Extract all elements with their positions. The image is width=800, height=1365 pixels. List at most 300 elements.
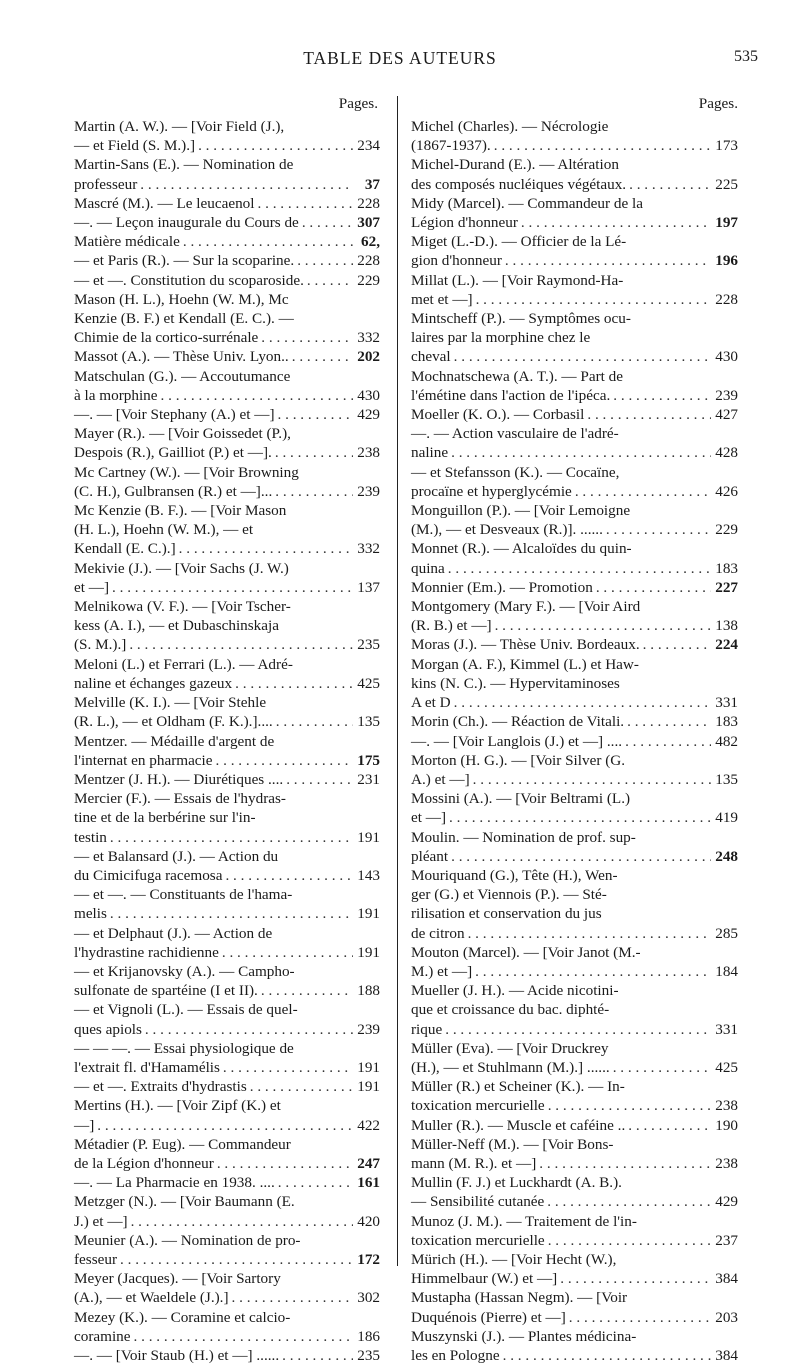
entry-line (74, 1039, 380, 1058)
entry-line (74, 693, 380, 712)
entry-line (411, 1269, 738, 1288)
entry-text: met et —] (411, 290, 473, 308)
entry-line (411, 213, 738, 232)
index-entry (411, 1077, 738, 1115)
entry-line (74, 367, 380, 386)
index-entry (74, 1077, 380, 1096)
leader-dots (505, 251, 711, 270)
entry-line (411, 597, 738, 616)
index-entry (74, 194, 380, 213)
page-ref: 183 (715, 559, 738, 577)
leader-dots (451, 443, 711, 462)
index-entry (74, 559, 380, 597)
entry-line (74, 559, 380, 578)
leader-dots (560, 1269, 711, 1288)
leader-dots (643, 635, 711, 654)
entry-line (74, 828, 380, 847)
entry-text: Muller (R.). — Muscle et caféine .. (411, 1116, 626, 1134)
leader-dots (261, 981, 353, 1000)
page-ref: 239 (357, 482, 380, 500)
leader-dots (275, 482, 353, 501)
leader-dots (222, 943, 353, 962)
entry-text: (C. H.), Gulbransen (R.) et —]... (74, 482, 273, 500)
entry-line (411, 616, 738, 635)
entry-line (411, 1327, 738, 1346)
page-ref: 184 (715, 962, 738, 980)
entry-text: Mouton (Marcel). — [Voir Janot (M.- (411, 943, 641, 961)
entry-line (411, 1192, 738, 1211)
index-entry (74, 290, 380, 348)
leader-dots (575, 482, 711, 501)
page-ref: 425 (715, 1058, 738, 1076)
entry-text: ques apiols (74, 1020, 142, 1038)
entry-text: Millat (L.). — [Voir Raymond-Ha- (411, 271, 624, 289)
index-entry (411, 1173, 738, 1211)
entry-line (411, 578, 738, 597)
entry-line (411, 904, 738, 923)
entry-text: Meunier (A.). — Nomination de pro- (74, 1231, 301, 1249)
entry-line (74, 578, 380, 597)
pages-label-right: Pages. (698, 95, 738, 112)
entry-text: — et Paris (R.). — Sur la scoparine. (74, 252, 295, 270)
entry-line (411, 1077, 738, 1096)
index-entry (74, 1039, 380, 1077)
entry-text: Meloni (L.) et Ferrari (L.). — Adré- (74, 655, 293, 673)
entry-text: — et Balansard (J.). — Action du (74, 847, 279, 865)
entry-line (74, 1116, 380, 1135)
entry-text: Monguillon (P.). — [Voir Lemoigne (411, 502, 631, 520)
page-number: 535 (734, 48, 758, 65)
page-ref: 227 (715, 578, 738, 596)
entry-text: —. — [Voir Staub (H.) et —] ...... (74, 1347, 280, 1364)
index-entry (411, 501, 738, 539)
page-ref: 225 (715, 175, 738, 193)
index-entry (411, 1039, 738, 1077)
entry-text: l'extrait fl. d'Hamamélis (74, 1058, 220, 1076)
index-entry (411, 1288, 738, 1326)
entry-text: Légion d'honneur (411, 214, 518, 232)
entry-line (411, 1116, 738, 1135)
entry-line (411, 1096, 738, 1115)
entry-text: Martin-Sans (E.). — Nomination de (74, 156, 294, 174)
entry-text: Massot (A.). — Thèse Univ. Lyon.. (74, 348, 289, 366)
page-ref: 482 (715, 732, 738, 750)
entry-text: — et Stefansson (K.). — Cocaïne, (411, 463, 620, 481)
entry-text: tine et de la berbérine sur l'in- (74, 809, 256, 827)
entry-line (74, 1077, 380, 1096)
leader-dots (596, 578, 711, 597)
entry-line (411, 981, 738, 1000)
page-ref: 331 (715, 1020, 738, 1038)
index-entry (74, 347, 380, 366)
entry-line (74, 904, 380, 923)
entry-line (411, 482, 738, 501)
entry-line (74, 405, 380, 424)
entry-text: —] (74, 1116, 95, 1134)
leader-dots (454, 693, 711, 712)
right-entry-list (411, 117, 738, 1365)
index-entry (74, 463, 380, 501)
entry-line (74, 943, 380, 962)
entry-line (411, 175, 738, 194)
leader-dots (297, 251, 353, 270)
index-entry (411, 463, 738, 501)
page-ref: 425 (357, 674, 380, 692)
page-ref: 191 (357, 905, 380, 923)
entry-text: —. — La Pharmacie en 1938. .... (74, 1174, 275, 1192)
entry-text: à la morphine (74, 386, 158, 404)
entry-text: A et D (411, 694, 451, 712)
entry-line (411, 847, 738, 866)
entry-text: professeur (74, 175, 138, 193)
entry-line (411, 943, 738, 962)
entry-text: laires par la morphine chez le (411, 329, 591, 347)
leader-dots (307, 271, 353, 290)
page-ref: 186 (357, 1327, 380, 1345)
index-entry (411, 1135, 738, 1173)
index-entry (74, 367, 380, 405)
entry-text: Kenzie (B. F.) et Kendall (E. C.). — (74, 310, 294, 328)
entry-line (74, 808, 380, 827)
entry-text: Mullin (F. J.) et Luckhardt (A. B.). (411, 1174, 622, 1192)
entry-line (74, 482, 380, 501)
index-entry (74, 1192, 380, 1230)
entry-text: —. — [Voir Stephany (A.) et —] (74, 406, 275, 424)
index-entry (74, 847, 380, 885)
entry-text: kins (N. C.). — Hypervitaminoses (411, 674, 620, 692)
entry-text: Munoz (J. M.). — Traitement de l'in- (411, 1212, 637, 1230)
leader-dots (250, 1077, 353, 1096)
entry-line (74, 1231, 380, 1250)
entry-line (411, 712, 738, 731)
entry-line (74, 117, 380, 136)
page-ref: 229 (715, 521, 738, 539)
entry-line (411, 789, 738, 808)
leader-dots (286, 770, 353, 789)
entry-line (74, 866, 380, 885)
page-ref: 235 (357, 1347, 380, 1364)
leader-dots (216, 751, 353, 770)
index-entry (74, 424, 380, 462)
entry-line (411, 1154, 738, 1173)
entry-line (74, 712, 380, 731)
entry-text: Müller (R.) et Scheiner (K.). — In- (411, 1078, 625, 1096)
index-entry (74, 155, 380, 193)
index-entry (411, 866, 738, 943)
leader-dots (225, 866, 353, 885)
entry-text: de la Légion d'honneur (74, 1154, 214, 1172)
entry-text: et —] (411, 809, 447, 827)
entry-line (411, 962, 738, 981)
page-ref: 429 (715, 1193, 738, 1211)
right-column (411, 90, 738, 1365)
page-ref: 172 (357, 1250, 380, 1268)
index-entry (411, 578, 738, 597)
entry-text: Mürich (H.). — [Voir Hecht (W.), (411, 1250, 617, 1268)
page-ref: 191 (357, 1058, 380, 1076)
index-entry (411, 271, 738, 309)
entry-line (74, 501, 380, 520)
entry-line (74, 1269, 380, 1288)
entry-text: rilisation et conservation du jus (411, 905, 602, 923)
index-entry (74, 885, 380, 923)
entry-text: — et —. Constitution du scoparoside. (74, 271, 304, 289)
entry-text: Montgomery (Mary F.). — [Voir Aird (411, 598, 641, 616)
page-ref: 238 (715, 1154, 738, 1172)
entry-text: — et Field (S. M.).] (74, 137, 196, 155)
entry-text: et —] (74, 578, 110, 596)
page-ref: 190 (715, 1116, 738, 1134)
entry-text: (S. M.).] (74, 636, 127, 654)
entry-line (411, 309, 738, 328)
entry-line (74, 847, 380, 866)
entry-text: Chimie de la cortico-surrénale (74, 329, 259, 347)
entry-line (411, 271, 738, 290)
entry-line (74, 443, 380, 462)
entry-text: Meyer (Jacques). — [Voir Sartory (74, 1270, 281, 1288)
entry-line (74, 1058, 380, 1077)
entry-text: (H.), — et Stuhlmann (M.).] ...... (411, 1058, 610, 1076)
index-entry (411, 309, 738, 367)
entry-text: Monnet (R.). — Alcaloïdes du quin- (411, 540, 632, 558)
entry-text: Melville (K. I.). — [Voir Stehle (74, 694, 267, 712)
page-ref: 426 (715, 482, 738, 500)
entry-line (411, 732, 738, 751)
entry-line (74, 251, 380, 270)
index-entry (411, 539, 738, 577)
entry-text: pléant (411, 847, 449, 865)
index-entry (74, 693, 380, 731)
entry-line (411, 443, 738, 462)
leader-dots (627, 712, 711, 731)
entry-text: de citron (411, 924, 465, 942)
index-entry (411, 117, 738, 155)
entry-text: l'internat en pharmacie (74, 751, 213, 769)
entry-line (411, 559, 738, 578)
leader-dots (97, 1116, 353, 1135)
index-entry (411, 655, 738, 713)
page-ref: 188 (357, 982, 380, 1000)
index-entry (411, 1250, 738, 1288)
entry-text: (R. B.) et —] (411, 617, 492, 635)
leader-dots (613, 386, 711, 405)
leader-dots (547, 1192, 711, 1211)
entry-line (411, 117, 738, 136)
entry-line (411, 501, 738, 520)
entry-text: Mascré (M.). — Le leucaenol (74, 194, 255, 212)
page-ref: 161 (357, 1174, 380, 1192)
entry-line (411, 539, 738, 558)
leader-dots (235, 674, 353, 693)
entry-text: l'hydrastine rachidienne (74, 943, 219, 961)
entry-line (74, 424, 380, 443)
entry-line (74, 1173, 380, 1192)
entry-line (74, 386, 380, 405)
entry-line (411, 232, 738, 251)
entry-line (74, 962, 380, 981)
leader-dots (120, 1250, 353, 1269)
entry-text: des composés nucléiques végétaux. (411, 175, 627, 193)
entry-text: l'émétine dans l'action de l'ipéca. (411, 386, 611, 404)
page-ref: 138 (715, 617, 738, 635)
entry-line (411, 770, 738, 789)
page-ref: 428 (715, 444, 738, 462)
entry-text: — et —. — Constituants de l'hama- (74, 886, 293, 904)
leader-dots (131, 1212, 353, 1231)
entry-text: —. — Action vasculaire de l'adré- (411, 425, 619, 443)
entry-line (74, 328, 380, 347)
entry-line (74, 1288, 380, 1307)
entry-line (74, 597, 380, 616)
leader-dots (198, 136, 353, 155)
entry-line (74, 1250, 380, 1269)
entry-text: Muszynski (J.). — Plantes médicina- (411, 1327, 637, 1345)
page-ref: 196 (715, 252, 738, 270)
entry-text: —. — [Voir Langlois (J.) et —] .... (411, 732, 623, 750)
leader-dots (258, 194, 354, 213)
entry-text: (A.), — et Waeldele (J.).] (74, 1289, 229, 1307)
page-header (0, 48, 800, 78)
entry-text: Mustapha (Hassan Negm). — [Voir (411, 1289, 628, 1307)
entry-text: fesseur (74, 1250, 118, 1268)
index-entry (411, 732, 738, 751)
index-entry (411, 943, 738, 981)
index-entry (74, 213, 380, 251)
entry-text: procaïne et hyperglycémie (411, 482, 572, 500)
entry-line (411, 251, 738, 270)
page-ref: 239 (357, 1020, 380, 1038)
page-ref: 420 (357, 1212, 380, 1230)
index-entry (74, 1231, 380, 1269)
page-ref: 202 (357, 348, 380, 366)
entry-line (411, 1231, 738, 1250)
index-entry (74, 924, 380, 962)
leader-dots (613, 1058, 711, 1077)
entry-line (411, 194, 738, 213)
index-entry (74, 405, 380, 424)
entry-line (411, 924, 738, 943)
page-ref: 135 (357, 713, 380, 731)
entry-text: toxication mercurielle (411, 1231, 545, 1249)
entry-line (74, 175, 380, 194)
leader-dots (302, 213, 353, 232)
page-ref: 191 (357, 1078, 380, 1096)
page-ref: 332 (357, 329, 380, 347)
entry-text: A.) et —] (411, 770, 470, 788)
index-entry (411, 751, 738, 789)
entry-text: (H. L.), Hoehn (W. M.), — et (74, 521, 254, 539)
leader-dots (503, 1346, 711, 1365)
entry-text: naline (411, 444, 449, 462)
leader-dots (468, 924, 711, 943)
entry-line (411, 1346, 738, 1365)
entry-line (411, 808, 738, 827)
entry-text: gion d'honneur (411, 252, 502, 270)
page-ref: 247 (357, 1154, 380, 1172)
page-ref: 183 (715, 713, 738, 731)
index-entry (411, 1116, 738, 1135)
left-column (74, 90, 380, 1365)
entry-text: (R. L.), — et Oldham (F. K.).].... (74, 713, 273, 731)
leader-dots (606, 520, 711, 539)
entry-text: Monnier (Em.). — Promotion (411, 578, 593, 596)
entry-line (74, 1000, 380, 1019)
entry-text: Mc Cartney (W.). — [Voir Browning (74, 463, 299, 481)
entry-line (411, 386, 738, 405)
index-entry (74, 789, 380, 847)
page-ref: 197 (715, 214, 738, 232)
leader-dots (475, 962, 711, 981)
entry-line (411, 405, 738, 424)
entry-text: Mayer (R.). — [Voir Goissedet (P.), (74, 425, 291, 443)
entry-text: mann (M. R.). et —] (411, 1154, 537, 1172)
entry-line (74, 1212, 380, 1231)
entry-text: Mossini (A.). — [Voir Beltrami (L.) (411, 790, 631, 808)
leader-dots (473, 770, 711, 789)
entry-text: ger (G.) et Viennois (P.). — Sté- (411, 886, 607, 904)
page-ref: 429 (357, 406, 380, 424)
index-entry (411, 1212, 738, 1250)
entry-line (74, 194, 380, 213)
index-entry (74, 117, 380, 155)
entry-text: Müller-Neff (M.). — [Voir Bons- (411, 1135, 614, 1153)
entry-text: Michel (Charles). — Nécrologie (411, 118, 609, 135)
page-ref: 419 (715, 809, 738, 827)
index-entry (411, 1327, 738, 1365)
entry-text: Mason (H. L.), Hoehn (W. M.), Mc (74, 290, 289, 308)
index-entry (74, 1308, 380, 1346)
index-entry (411, 155, 738, 193)
page-title: TABLE DES AUTEURS (303, 48, 497, 68)
entry-text: Melnikowa (V. F.). — [Voir Tscher- (74, 598, 291, 616)
entry-line (411, 674, 738, 693)
entry-text: rique (411, 1020, 443, 1038)
leader-dots (292, 347, 353, 366)
page-ref: 384 (715, 1347, 738, 1364)
leader-dots (587, 405, 711, 424)
page-ref: 237 (715, 1231, 738, 1249)
entry-line (411, 655, 738, 674)
index-entry (74, 1173, 380, 1192)
page-ref: 137 (357, 578, 380, 596)
entry-text: Morton (H. G.). — [Voir Silver (G. (411, 751, 626, 769)
entry-line (74, 635, 380, 654)
entry-line (411, 866, 738, 885)
entry-line (411, 424, 738, 443)
leader-dots (110, 904, 353, 923)
entry-line (74, 290, 380, 309)
index-entry (411, 828, 738, 866)
entry-text: sulfonate de spartéine (I et II). (74, 982, 258, 1000)
index-entry (74, 271, 380, 290)
entry-text: les en Pologne (411, 1347, 500, 1364)
entry-text: du Cimicifuga racemosa (74, 866, 223, 884)
entry-text: Kendall (E. C.).] (74, 540, 176, 558)
entry-text: Martin (A. W.). — [Voir Field (J.), (74, 118, 285, 135)
pages-label-left: Pages. (338, 95, 378, 112)
leader-dots (548, 1231, 711, 1250)
leader-dots (145, 1020, 353, 1039)
page-ref: 224 (715, 636, 738, 654)
entry-line (74, 232, 380, 251)
entry-text: naline et échanges gazeux (74, 674, 233, 692)
leader-dots (179, 539, 353, 558)
page-ref: 422 (357, 1116, 380, 1134)
entry-line (411, 290, 738, 309)
entry-text: Matière médicale (74, 233, 180, 251)
page-ref: 307 (357, 214, 380, 232)
index-entry (74, 1096, 380, 1134)
